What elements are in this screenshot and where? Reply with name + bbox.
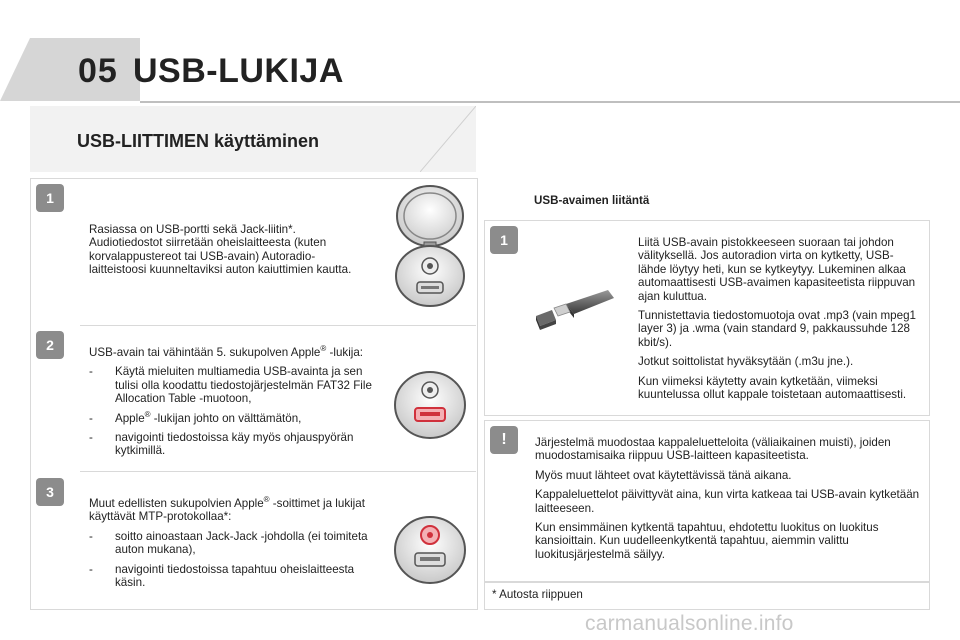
header-rule — [140, 101, 960, 103]
step-2-badge-label: 2 — [46, 337, 54, 353]
usb-stick-icon — [530, 286, 616, 336]
usb-connection-subheading: USB-avaimen liitäntä — [534, 194, 650, 207]
list-item: - navigointi tiedostoissa käy myös ohjauspyörän kytkimillä. — [89, 431, 354, 458]
step-2-text — [89, 346, 374, 464]
warning-paragraph: Järjestelmä muodostaa kappaleluetteloita (väliaikainen muisti), joiden muodostamisaika riippuu USB-laitteen kapasiteetista. — [535, 436, 891, 463]
usb-port-highlighted-icon — [390, 360, 470, 450]
right-step-1-paragraph: Liitä USB-avain pistokkeeseen suoraan tai johdon välityksellä. Jos autoradion virta on kytketty, USB-lähde löytyy heti, kun se kytkeytyy. Lukeminen alkaa automaattisesti USB-avaimen kapasiteetista riippuvan ajan kuluttua. — [638, 236, 916, 303]
list-item: - soitto ainoastaan Jack-Jack -johdolla (ei toimiteta auton mukana), — [89, 529, 368, 557]
footnote: * Autosta riippuen — [492, 588, 583, 601]
list-item: - Apple® -lukijan johto on välttämätön, — [89, 409, 302, 425]
right-step-1-text — [638, 236, 920, 407]
step-1-text — [89, 223, 371, 283]
step-1-paragraph: Rasiassa on USB-portti sekä Jack-liitin*. Audiotiedostot siirretään oheislaitteesta (kuten korvalappustereot tai USB-avain) Autoradio-laitteistoosi kuunneltaviksi auton kaiuttimien kautta. — [89, 223, 352, 277]
warning-paragraph: Myös muut lähteet ovat käytettävissä tänä aikana. — [535, 468, 792, 482]
section-box-fold — [420, 106, 476, 172]
list-item: - navigointi tiedostoissa tapahtuu oheislaitteesta käsin. — [89, 562, 355, 590]
list-item: - Käytä mieluiten multiamedia USB-avainta ja sen tulisi olla koodattu tiedostojärjestelmän FAT32 File Allocation Table -muotoon, — [89, 365, 372, 406]
chapter-title: USB-LUKIJA — [133, 52, 344, 90]
right-step-1-paragraph: Kun viimeksi käytetty avain kytketään, viimeksi kuuntelussa ollut kappale toistetaan automaattisesti. — [638, 374, 907, 402]
left-row-divider — [80, 471, 476, 472]
watermark: carmanualsonline.info — [585, 612, 794, 635]
chapter-number: 05 — [78, 52, 118, 90]
right-step-1-badge-label: 1 — [500, 232, 508, 248]
warning-badge-label: ! — [501, 431, 507, 448]
chapter-tab-shape — [0, 38, 140, 110]
warning-paragraph: Kun ensimmäinen kytkentä tapahtuu, ehdotettu luokitus on luokitus kansioittain. Kun uudelleenkytkentä tapahtuu, aiemmin valittu luokitusjärjestelmä säilyy. — [535, 521, 879, 561]
right-step-1-paragraph: Jotkut soittolistat hyväksytään (.m3u jne.). — [638, 355, 854, 369]
jack-socket-highlighted-icon — [390, 505, 470, 595]
step-2-intro: USB-avain tai vähintään 5. sukupolven Apple® -lukija: — [89, 344, 364, 359]
left-row-divider — [80, 325, 476, 326]
usb-jack-socket-icon — [390, 184, 470, 314]
section-title: USB-LIITTIMEN käyttäminen — [77, 131, 320, 151]
warning-paragraph: Kappaleluettelot päivittyvät aina, kun virta katkeaa tai USB-avain kytketään laitteeseen. — [535, 488, 920, 515]
step-3-text — [89, 497, 374, 595]
step-3-badge-label: 3 — [46, 484, 54, 500]
step-1-badge-label: 1 — [46, 190, 54, 206]
step-3-intro: Muut edellisten sukupolvien Apple® -soittimet ja lukijat käyttävät MTP-protokollaa*: — [89, 495, 365, 524]
right-step-1-paragraph: Tunnistettavia tiedostomuotoja ovat .mp3 (vain mpeg1 layer 3) ja .wma (vain standard 9, pakkaussuhde 128 kbit/s). — [638, 309, 916, 349]
warning-text — [535, 436, 921, 567]
